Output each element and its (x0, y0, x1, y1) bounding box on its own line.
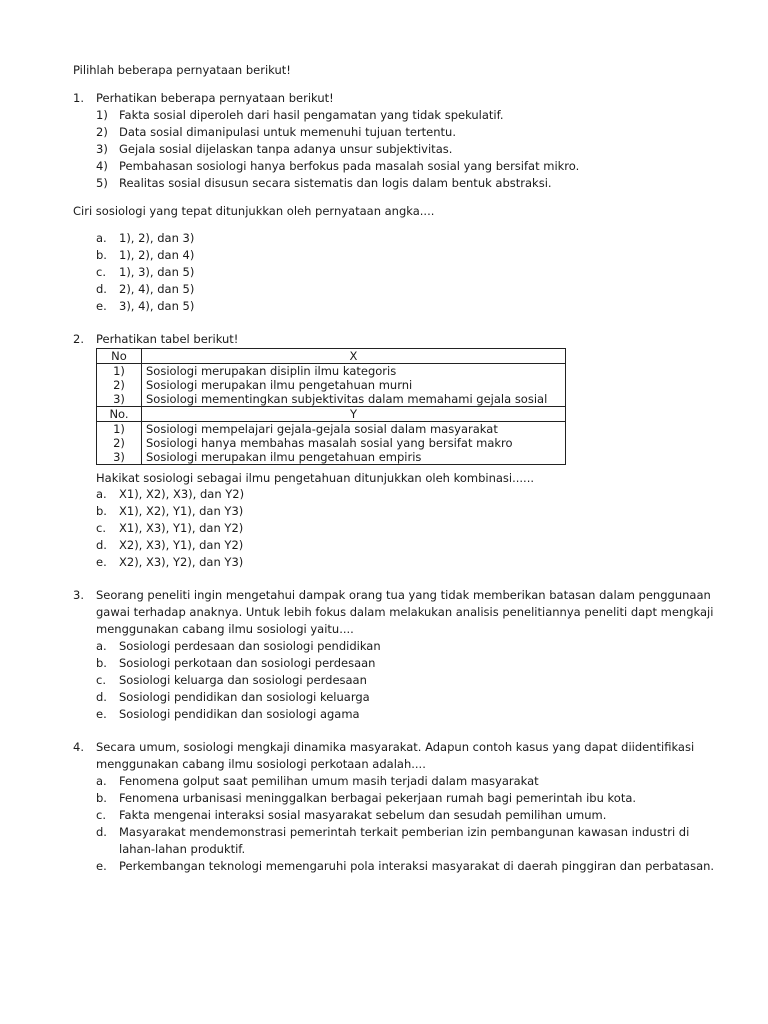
q1-statement-num: 5) (96, 176, 108, 190)
q4-option-letter: d. (96, 825, 107, 839)
q2-option-letter: a. (96, 487, 107, 501)
q1-option: 2), 4), dan 5) (119, 282, 195, 296)
table-header-x (97, 349, 566, 364)
q4-stem-line: Secara umum, sosiologi mengkaji dinamika masyarakat. Adapun contoh kasus yang dapat diidentifikasi (96, 740, 695, 754)
table-cell-text: Sosiologi hanya membahas masalah sosial yang bersifat makro (142, 436, 566, 450)
q2-option: X2), X3), Y1), dan Y2) (119, 538, 244, 552)
table-cell-text: Sosiologi merupakan disiplin ilmu kategoris (142, 364, 566, 379)
q1-statement: Pembahasan sosiologi hanya berfokus pada masalah sosial yang bersifat mikro. (119, 159, 580, 173)
table-cell-text: Sosiologi mementingkan subjektivitas dalam memahami gejala sosial (142, 392, 566, 407)
table-row (97, 450, 566, 465)
table-row (97, 378, 566, 392)
q3-option: Sosiologi perkotaan dan sosiologi perdesaan (119, 656, 376, 670)
table-cell-text: Sosiologi merupakan ilmu pengetahuan empiris (142, 450, 566, 465)
q3-option-letter: a. (96, 639, 107, 653)
q1-statement-num: 4) (96, 159, 108, 173)
table-cell-no: 2) (97, 378, 142, 392)
table-row (97, 392, 566, 407)
q4-option: Fakta mengenai interaksi sosial masyarakat sebelum dan sesudah pemilihan umum. (119, 808, 607, 822)
q2-question: Hakikat sosiologi sebagai ilmu pengetahuan ditunjukkan oleh kombinasi...... (96, 471, 535, 485)
table-row (97, 422, 566, 437)
q2-option: X1), X2), X3), dan Y2) (119, 487, 245, 501)
table-cell-text: Sosiologi mempelajari gejala-gejala sosial dalam masyarakat (142, 422, 566, 437)
q1-option: 3), 4), dan 5) (119, 299, 195, 313)
table-header-y-label: Y (142, 407, 566, 422)
q2-option-letter: c. (96, 521, 106, 535)
q1-statement: Realitas sosial disusun secara sistematis dan logis dalam bentuk abstraksi. (119, 176, 552, 190)
q4-option-letter: a. (96, 774, 107, 788)
q1-option: 1), 2), dan 4) (119, 248, 195, 262)
q1-statement-num: 2) (96, 125, 108, 139)
q2-option-letter: d. (96, 538, 107, 552)
q3-stem-line: gawai terhadap anaknya. Untuk lebih fokus dalam melakukan analisis penelitiannya peneliti dapt mengkaji (96, 605, 714, 619)
q1-statement: Gejala sosial dijelaskan tanpa adanya unsur subjektivitas. (119, 142, 453, 156)
q3-option: Sosiologi pendidikan dan sosiologi keluarga (119, 690, 370, 704)
q3-option-letter: e. (96, 707, 107, 721)
q1-question: Ciri sosiologi yang tepat ditunjukkan oleh pernyataan angka.... (73, 204, 435, 218)
table-header-x-label: X (142, 349, 566, 364)
q1-statement: Fakta sosial diperoleh dari hasil pengamatan yang tidak spekulatif. (119, 108, 504, 122)
table-cell-no: 1) (97, 422, 142, 437)
q3-option: Sosiologi perdesaan dan sosiologi pendidikan (119, 639, 381, 653)
q3-stem-line: Seorang peneliti ingin mengetahui dampak orang tua yang tidak memberikan batasan dalam penggunaan (96, 588, 711, 602)
q1-statement: Data sosial dimanipulasi untuk memenuhi tujuan tertentu. (119, 125, 456, 139)
q1-number: 1. (73, 91, 84, 105)
table-row (97, 364, 566, 379)
q3-option-letter: c. (96, 673, 106, 687)
q1-option-letter: c. (96, 265, 106, 279)
table-cell-no: 3) (97, 450, 142, 465)
q3-option-letter: d. (96, 690, 107, 704)
q2-option-letter: e. (96, 555, 107, 569)
q4-option: Fenomena golput saat pemilihan umum masih terjadi dalam masyarakat (119, 774, 539, 788)
q1-option-letter: b. (96, 248, 107, 262)
q1-option-letter: d. (96, 282, 107, 296)
q4-option-letter: b. (96, 791, 107, 805)
q3-stem-line: menggunakan cabang ilmu sosiologi yaitu.... (96, 622, 354, 636)
q4-option: Masyarakat mendemonstrasi pemerintah terkait pemberian izin pembangunan kawasan industri di (119, 825, 690, 839)
q3-option: Sosiologi keluarga dan sosiologi perdesaan (119, 673, 367, 687)
table-header-no: No (97, 349, 142, 364)
q3-option-letter: b. (96, 656, 107, 670)
q1-statement-num: 1) (96, 108, 108, 122)
q2-stem: Perhatikan tabel berikut! (96, 332, 239, 346)
table-header-no: No. (97, 407, 142, 422)
q4-number: 4. (73, 740, 84, 754)
q4-option: Perkembangan teknologi memengaruhi pola interaksi masyarakat di daerah pinggiran dan perbatasan. (119, 859, 715, 873)
q2-number: 2. (73, 332, 84, 346)
q2-table (96, 348, 566, 465)
table-cell-text: Sosiologi merupakan ilmu pengetahuan murni (142, 378, 566, 392)
table-cell-no: 3) (97, 392, 142, 407)
q2-option: X1), X2), Y1), dan Y3) (119, 504, 244, 518)
table-header-y (97, 407, 566, 422)
q3-number: 3. (73, 588, 84, 602)
q1-option: 1), 3), dan 5) (119, 265, 195, 279)
table-row (97, 436, 566, 450)
q2-option: X2), X3), Y2), dan Y3) (119, 555, 244, 569)
q1-stem: Perhatikan beberapa pernyataan berikut! (96, 91, 334, 105)
q1-option-letter: a. (96, 231, 107, 245)
table-cell-no: 1) (97, 364, 142, 379)
q4-option-letter: e. (96, 859, 107, 873)
q4-stem-line: menggunakan cabang ilmu sosiologi perkotaan adalah.... (96, 757, 426, 771)
q2-option: X1), X3), Y1), dan Y2) (119, 521, 244, 535)
q1-statement-num: 3) (96, 142, 108, 156)
q2-option-letter: b. (96, 504, 107, 518)
q1-option: 1), 2), dan 3) (119, 231, 195, 245)
q4-option-letter: c. (96, 808, 106, 822)
q4-option-continuation: lahan-lahan produktif. (119, 842, 246, 856)
instruction: Pilihlah beberapa pernyataan berikut! (73, 63, 291, 77)
table-cell-no: 2) (97, 436, 142, 450)
q1-option-letter: e. (96, 299, 107, 313)
q3-option: Sosiologi pendidikan dan sosiologi agama (119, 707, 360, 721)
q4-option: Fenomena urbanisasi meninggalkan berbagai pekerjaan rumah bagi pemerintah ibu kota. (119, 791, 637, 805)
